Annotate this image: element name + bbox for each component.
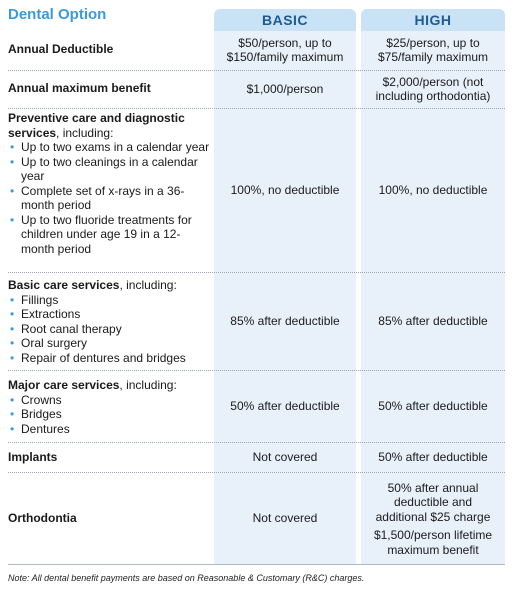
row-label-basic-care: Basic care services, including: • Fillings • Extractions • Root canal therapy • Oral surgery • Repair of dentures and bridges bbox=[8, 278, 208, 365]
cell-max-benefit-basic: $1,000/person bbox=[246, 81, 324, 96]
list-item: • Bridges bbox=[8, 407, 208, 422]
row-label-major-care: Major care services, including: • Crowns • Bridges • Dentures bbox=[8, 378, 208, 436]
column-header-basic: BASIC bbox=[214, 9, 356, 31]
list-item: • Extractions bbox=[8, 307, 208, 322]
cell-major-care-basic: 50% after deductible bbox=[230, 398, 340, 413]
row-divider bbox=[8, 70, 505, 71]
row-divider bbox=[8, 272, 505, 273]
row-label-max-benefit: Annual maximum benefit bbox=[8, 81, 151, 95]
list-item: • Complete set of x-rays in a 36-month period bbox=[8, 184, 212, 213]
cell-preventive-basic: 100%, no deductible bbox=[230, 182, 340, 197]
list-item: • Up to two exams in a calendar year bbox=[8, 140, 212, 155]
cell-deductible-basic: $50/person, up to $150/family maximum bbox=[226, 35, 344, 64]
footnote: Note: All dental benefit payments are based on Reasonable & Customary (R&C) charges. bbox=[8, 573, 365, 583]
row-label-orthodontia: Orthodontia bbox=[8, 511, 77, 525]
orthodontia-high-coinsurance: 50% after annual deductible and additional $25 charge bbox=[375, 480, 491, 524]
row-divider bbox=[8, 472, 505, 473]
row-divider bbox=[8, 108, 505, 109]
cell-implants-high: 50% after deductible bbox=[378, 449, 488, 464]
row-label-preventive: Preventive care and diagnostic services, including: • Up to two exams in a calendar year • Up to two cleanings in a calendar year • Complete set of x-rays in a 36-month period • Up to two fluoride treatments for children under age 19 in a 12-month period bbox=[8, 111, 212, 256]
list-item: • Root canal therapy bbox=[8, 322, 208, 337]
cell-orthodontia-high bbox=[361, 476, 505, 562]
cell-deductible-high: $25/person, up to $75/family maximum bbox=[377, 35, 489, 64]
cell-basic-care-high: 85% after deductible bbox=[378, 313, 488, 328]
cell-basic-care-basic: 85% after deductible bbox=[230, 313, 340, 328]
list-item: • Up to two fluoride treatments for children under age 19 in a 12-month period bbox=[8, 213, 212, 257]
table-bottom-rule bbox=[8, 564, 505, 565]
cell-orthodontia-basic: Not covered bbox=[252, 510, 318, 525]
major-care-list bbox=[8, 393, 208, 437]
list-item: • Repair of dentures and bridges bbox=[8, 351, 208, 366]
row-divider bbox=[8, 442, 505, 443]
preventive-services-list bbox=[8, 140, 212, 256]
row-divider bbox=[8, 370, 505, 371]
cell-preventive-high: 100%, no deductible bbox=[378, 182, 488, 197]
row-label-implants: Implants bbox=[8, 450, 58, 464]
cell-implants-basic: Not covered bbox=[252, 449, 318, 464]
basic-care-list bbox=[8, 293, 208, 366]
list-item: • Oral surgery bbox=[8, 336, 208, 351]
row-label-deductible: Annual Deductible bbox=[8, 42, 114, 56]
cell-max-benefit-high: $2,000/person (not including orthodontia) bbox=[375, 74, 491, 103]
column-header-high: HIGH bbox=[361, 9, 505, 31]
orthodontia-high-lifetime-max: $1,500/person lifetime maximum benefit bbox=[373, 528, 493, 557]
list-item: • Dentures bbox=[8, 422, 208, 437]
list-item: • Fillings bbox=[8, 293, 208, 308]
list-item: • Up to two cleanings in a calendar year bbox=[8, 155, 212, 184]
table-title: Dental Option bbox=[8, 6, 107, 23]
list-item: • Crowns bbox=[8, 393, 208, 408]
cell-major-care-high: 50% after deductible bbox=[378, 398, 488, 413]
